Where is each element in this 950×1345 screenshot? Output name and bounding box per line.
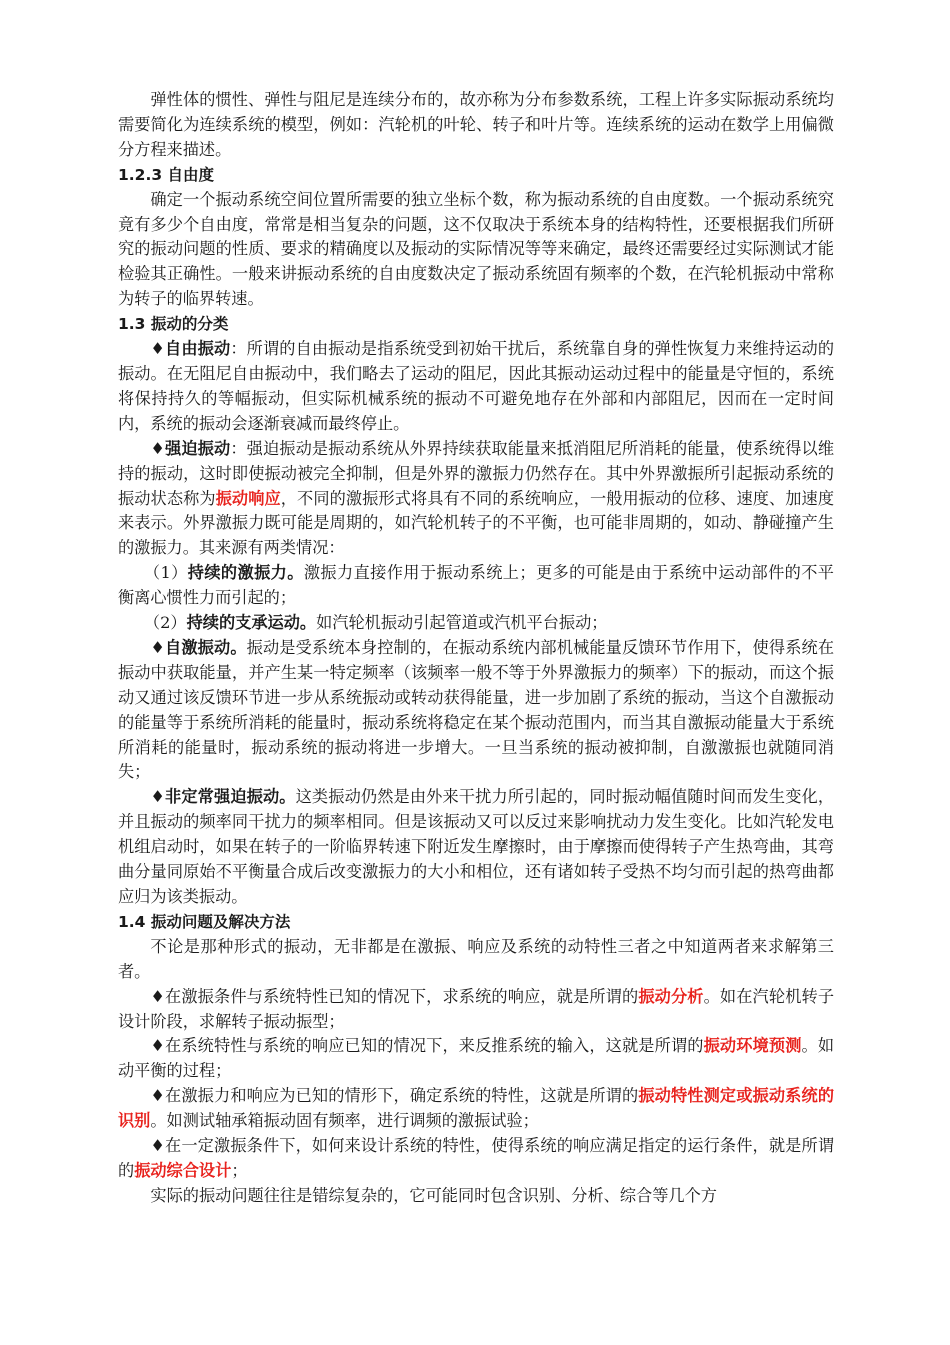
highlight-system-identification: 振动特性测定或振动系统的识别 <box>118 1086 835 1131</box>
text-m1-1: 在激振条件与系统特性已知的情况下，求系统的响应，就是所谓的 <box>165 986 639 1006</box>
diamond-bullet-icon: ♦ <box>150 1086 166 1106</box>
highlight-vibration-analysis: 振动分析 <box>638 986 704 1006</box>
highlight-vibration-response: 振动响应 <box>215 488 281 508</box>
paragraph-case-1 <box>118 561 834 611</box>
term-support-motion: 持续的支承运动。 <box>186 613 317 633</box>
text-m3-1: 在激振力和响应为已知的情形下，确定系统的特性，这就是所谓的 <box>165 1086 639 1106</box>
paragraph-degrees-of-freedom: 确定一个振动系统空间位置所需要的独立坐标个数，称为振动系统的自由度数。一个振动系统究竟有多少个自由度，常常是相当复杂的问题，这不仅取决于系统本身的结构特性，还要根据我们所研究的振动问题的性质、要求的精确度以及振动的实际情况等等来确定，最终还需要经过实际测试才能检验其正确性。一般来讲振动系统的自由度数决定了振动系统固有频率的个数，在汽轮机振动中常称为转子的临界转速。 <box>118 189 834 309</box>
highlight-environment-prediction: 振动环境预测 <box>703 1036 802 1056</box>
term-self-excited-vibration: 自激振动。 <box>165 637 247 657</box>
paragraph-synthesis-design <box>118 1134 834 1184</box>
text-m2-1: 在系统特性与系统的响应已知的情况下，来反推系统的输入，这就是所谓的 <box>165 1036 704 1056</box>
text-m1-2: 。如在汽轮机转子设计阶段，求解转子振动振型； <box>118 986 835 1031</box>
text-nonsteady-forced-vibration: 这类振动仍然是由外来干扰力所引起的，同时振动幅值随时间而发生变化，并且振动的频率同干扰力的频率相同。但是该振动又可以反过来影响扰动力发生变化。比如汽轮发电机组启动时，如果在转子的一阶临界转速下附近发生摩擦时，由于摩擦而使得转子产生热弯曲，其弯曲分量同原始不平衡量合成后改变激振力的大小和相位，还有诸如转子受热不均匀而引起的热弯曲都应归为该类振动。 <box>118 787 835 906</box>
diamond-bullet-icon: ♦ <box>150 438 166 458</box>
heading-problems-and-methods: 1.4 振动问题及解决方法 <box>118 912 291 931</box>
paragraph-system-identification <box>118 1084 834 1134</box>
term-forced-vibration: 强迫振动 <box>165 438 231 458</box>
diamond-bullet-icon: ♦ <box>150 339 166 359</box>
term-continuous-excitation: 持续的激振力。 <box>187 563 304 583</box>
paragraph-self-excited-vibration <box>118 636 834 785</box>
colon: ： <box>230 339 247 359</box>
diamond-bullet-icon: ♦ <box>150 1036 166 1056</box>
colon: ： <box>230 438 247 458</box>
paragraph-distributed-system: 弹性体的惯性、弹性与阻尼是连续分布的，故亦称为分布参数系统，工程上许多实际振动系统均需要简化为连续系统的模型，例如：汽轮机的叶轮、转子和叶片等。连续系统的运动在数学上用偏微分方程来描述。 <box>118 90 834 159</box>
paragraph-nonsteady-forced-vibration <box>118 785 834 910</box>
case-number: （2） <box>143 613 187 633</box>
case-number: （1） <box>143 563 188 583</box>
text-forced-vibration-1: 强迫振动是振动系统从外界持续获取能量来抵消阻尼所消耗的能量，使系统得以维持的振动，这时即使振动被完全抑制，但是外界的激振力仍然存在。其中外界激振所引起振动系统的振动状态称为 <box>118 438 835 508</box>
diamond-bullet-icon: ♦ <box>150 787 166 807</box>
paragraph-free-vibration <box>118 337 834 437</box>
term-free-vibration: 自由振动 <box>165 339 231 359</box>
text-m2-2: 。如动平衡的过程； <box>118 1036 835 1081</box>
text-free-vibration: 所谓的自由振动是指系统受到初始干扰后，系统靠自身的弹性恢复力来维持运动的振动。在无阻尼自由振动中，我们略去了运动的阻尼，因此其振动运动过程中的能量是守恒的，系统将保持持久的等幅振动，但实际机械系统的振动不可避免地存在外部和内部阻尼，因而在一定时间内，系统的振动会逐渐衰减而最终停止。 <box>118 339 835 433</box>
paragraph-vibration-analysis <box>118 985 834 1035</box>
text-m4-2: ； <box>231 1160 248 1180</box>
paragraph-forced-vibration <box>118 437 834 562</box>
heading-degrees-of-freedom: 1.2.3 自由度 <box>118 165 215 184</box>
document-page <box>118 88 834 1209</box>
diamond-bullet-icon: ♦ <box>150 986 166 1006</box>
highlight-synthesis-design: 振动综合设计 <box>134 1160 232 1180</box>
paragraph-closing: 实际的振动问题往往是错综复杂的，它可能同时包含识别、分析、综合等几个方 <box>150 1185 717 1205</box>
text-m4-1: 在一定激振条件下，如何来设计系统的特性，使得系统的响应满足指定的运行条件，就是所谓的 <box>118 1136 835 1180</box>
diamond-bullet-icon: ♦ <box>150 1136 166 1156</box>
paragraph-problems-intro: 不论是那种形式的振动，无非都是在激振、响应及系统的动特性三者之中知道两者来求解第三者。 <box>118 936 834 981</box>
text-case-1: 激振力直接作用于振动系统上；更多的可能是由于系统中运动部件的不平衡离心惯性力而引起的； <box>118 563 834 608</box>
text-self-excited-vibration: 振动是受系统本身控制的，在振动系统内部机械能量反馈环节作用下，使得系统在振动中获取能量，并产生某一特定频率（该频率一般不等于外界激振力的频率）下的振动，而这个振动又通过该反馈环节进一步从系统振动或转动获得能量，进一步加剧了系统的振动，当这个自激振动的能量等于系统所消耗的能量时，振动系统将稳定在某个振动范围内，而当其自激振动能量大于系统所消耗的能量时，振动系统的振动将进一步增大。一旦当系统的振动被抑制，自激激振也就随同消失； <box>118 637 835 782</box>
text-case-2: 如汽轮机振动引起管道或汽机平台振动； <box>316 613 608 633</box>
heading-vibration-classification: 1.3 振动的分类 <box>118 315 229 334</box>
term-nonsteady-forced-vibration: 非定常强迫振动。 <box>165 787 296 807</box>
text-m3-2: 。如测试轴承箱振动固有频率，进行调频的激振试验； <box>150 1111 539 1131</box>
diamond-bullet-icon: ♦ <box>150 637 166 657</box>
paragraph-environment-prediction <box>118 1034 834 1084</box>
text-forced-vibration-2: ，不同的激振形式将具有不同的系统响应，一般用振动的位移、速度、加速度来表示。外界激振力既可能是周期的，如汽轮机转子的不平衡，也可能非周期的，如动、静碰撞产生的激振力。其来源有两类情况： <box>118 488 835 558</box>
paragraph-case-2 <box>118 611 834 636</box>
